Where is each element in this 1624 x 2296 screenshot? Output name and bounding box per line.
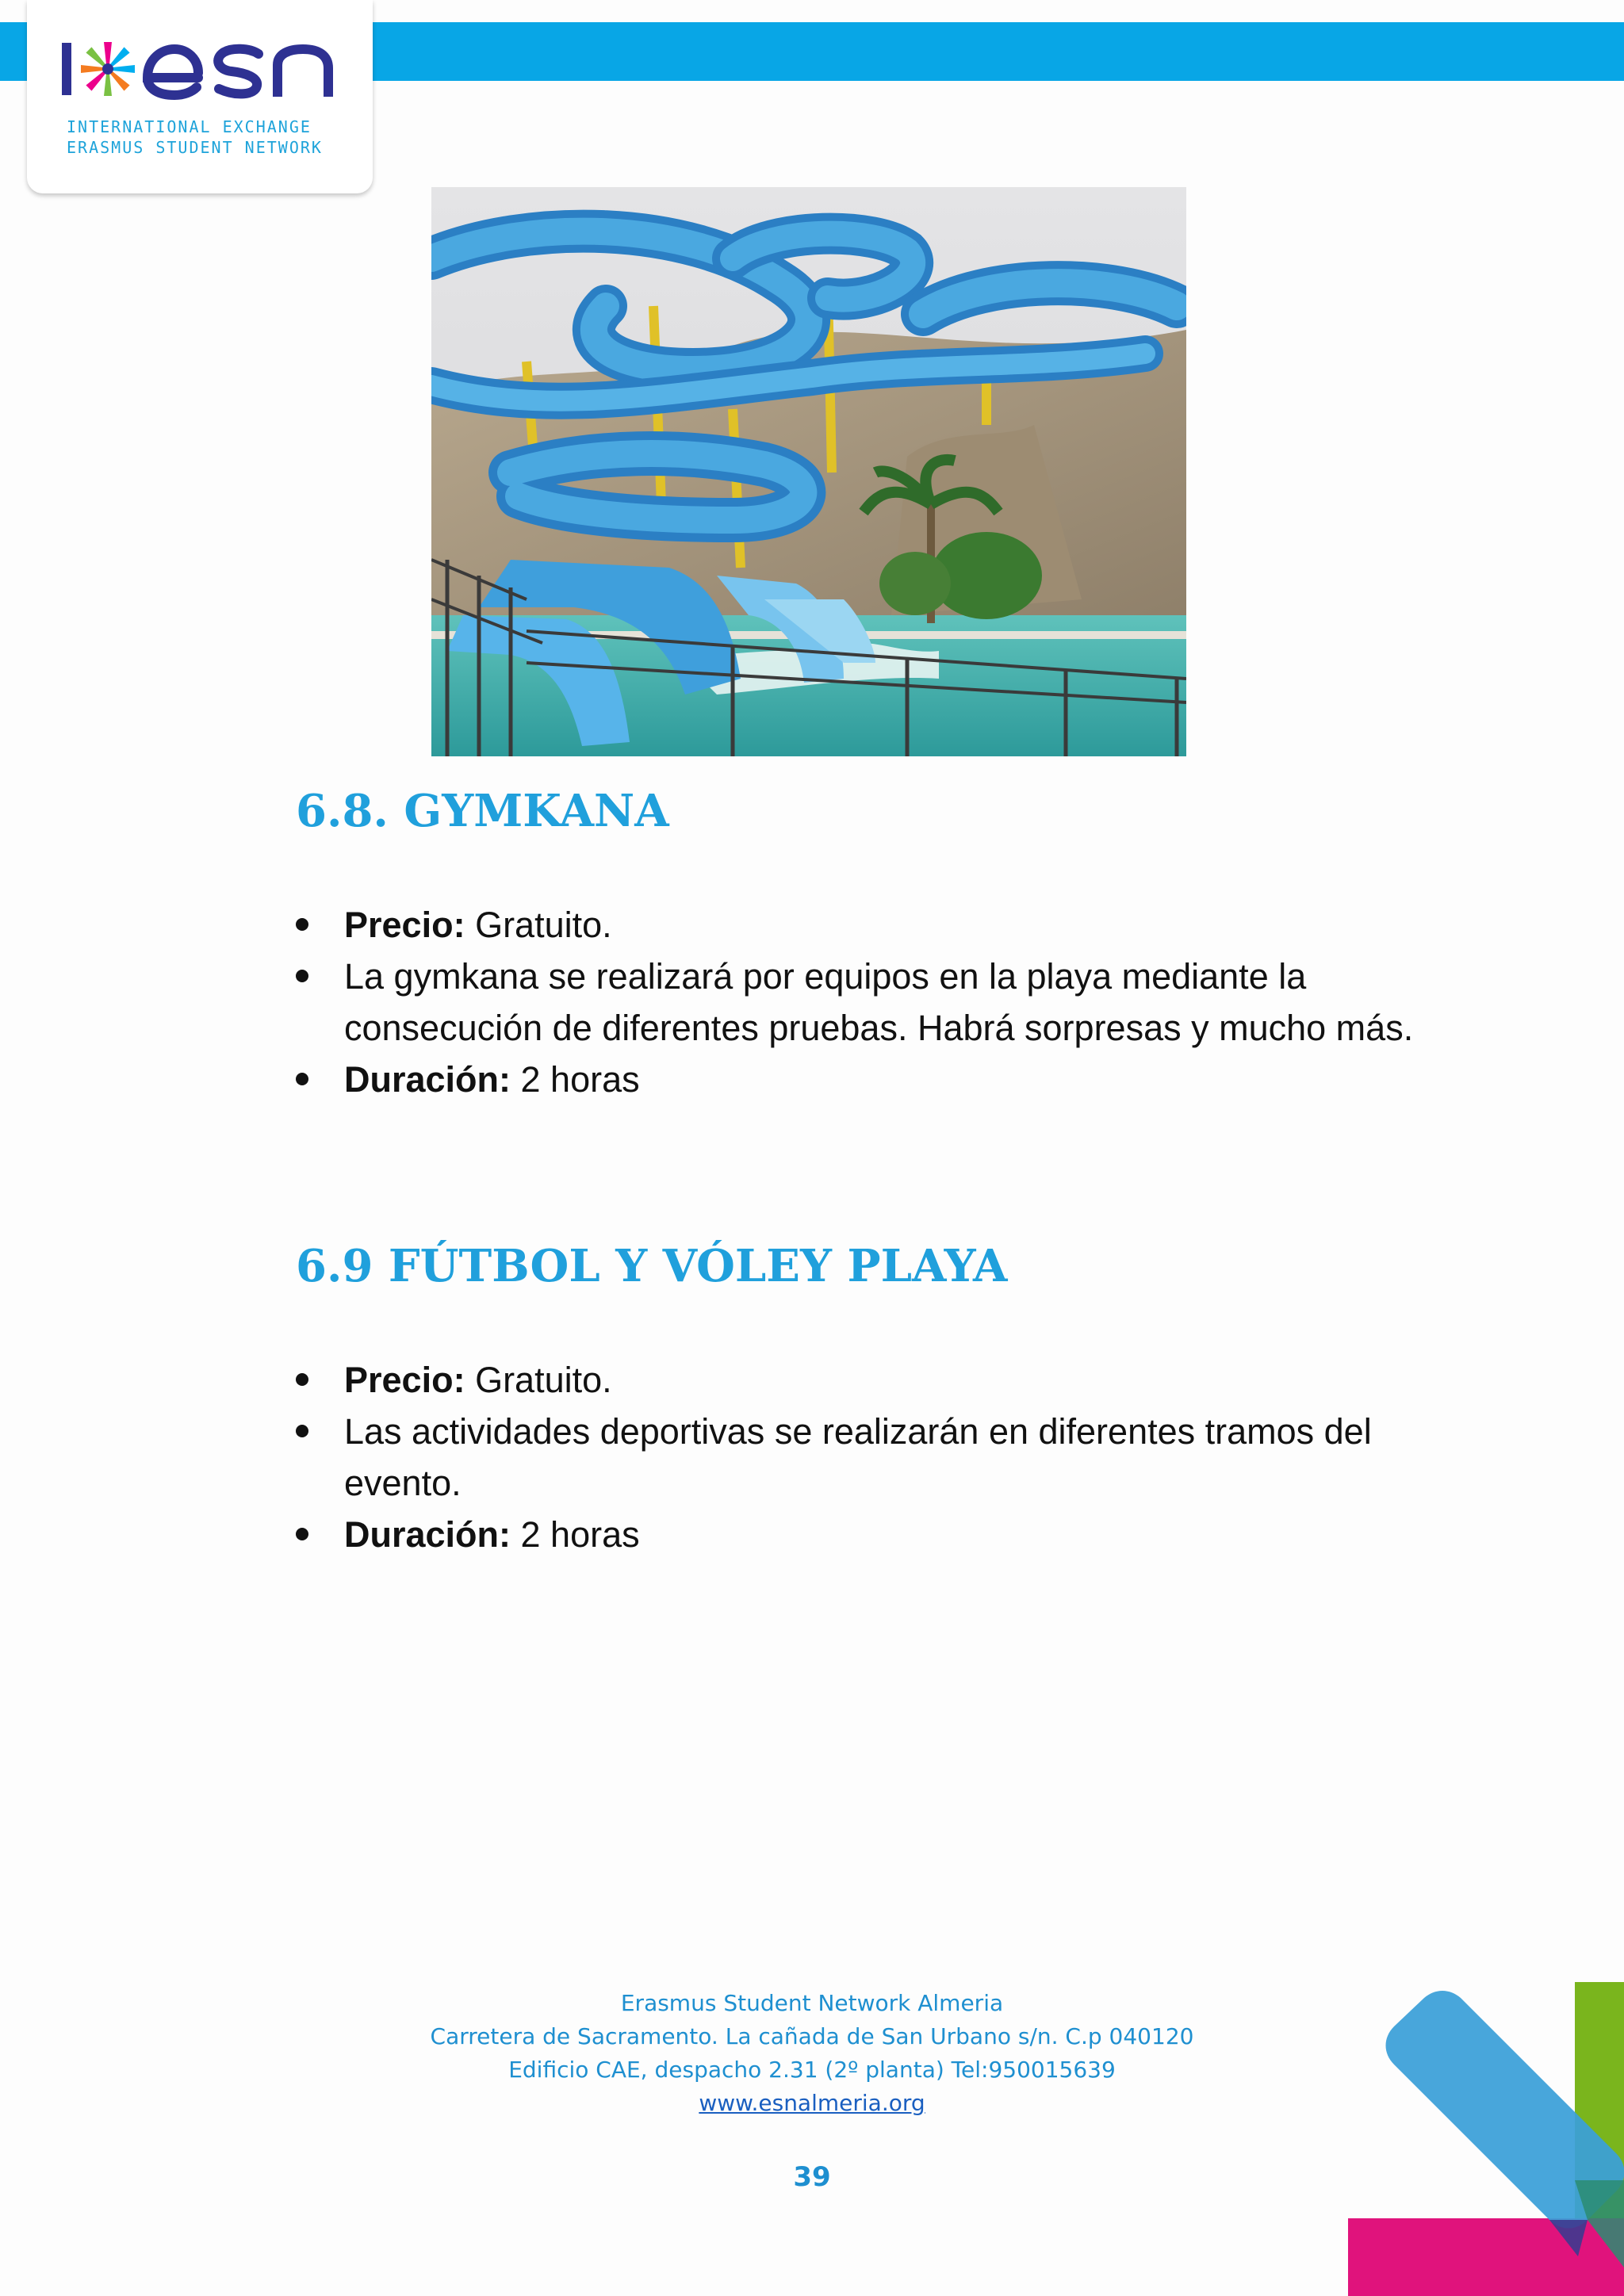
futbol-voley-details-list <box>296 1354 1422 1560</box>
item-text: La gymkana se realizará por equipos en la playa mediante la consecución de diferentes pruebas. Habrá sorpresas y mucho más. <box>344 956 1414 1048</box>
logo-tagline-2: ERASMUS STUDENT NETWORK <box>67 138 323 157</box>
item-text: Las actividades deportivas se realizarán en diferentes tramos del evento. <box>344 1411 1372 1503</box>
footer-website-link[interactable]: www.esnalmeria.org <box>699 2090 925 2116</box>
corner-brand-graphic <box>1348 1982 1624 2296</box>
esn-logo-mark <box>62 36 355 103</box>
item-label: Precio: <box>344 905 465 945</box>
item-label: Precio: <box>344 1360 465 1400</box>
footer-office: Edificio CAE, despacho 2.31 (2º planta) Tel:950015639 <box>508 2057 1116 2083</box>
footer-organization: Erasmus Student Network Almeria <box>620 1990 1004 2016</box>
page-number: 39 <box>793 2161 831 2193</box>
item-text: 2 horas <box>511 1514 640 1555</box>
item-label: Duración: <box>344 1514 511 1555</box>
list-item <box>296 1509 1422 1560</box>
list-item <box>296 1354 1422 1406</box>
list-item <box>296 1406 1422 1509</box>
logo-tagline-1: INTERNATIONAL EXCHANGE <box>67 117 312 136</box>
item-label: Duración: <box>344 1059 511 1100</box>
item-text: Gratuito. <box>465 905 612 945</box>
section-heading-gymkana: 6.8. GYMKANA <box>296 785 669 837</box>
list-item <box>296 1054 1422 1105</box>
section-heading-futbol-voley: 6.9 FÚTBOL Y VÓLEY PLAYA <box>296 1240 1008 1292</box>
footer-address: Carretera de Sacramento. La cañada de San Urbano s/n. C.p 040120 <box>430 2023 1194 2049</box>
list-item <box>296 899 1422 951</box>
item-text: Gratuito. <box>465 1360 612 1400</box>
item-text: 2 horas <box>511 1059 640 1100</box>
gymkana-details-list <box>296 899 1422 1105</box>
list-item <box>296 951 1422 1054</box>
esn-logo <box>27 0 373 193</box>
water-slides-photo <box>431 187 1186 756</box>
